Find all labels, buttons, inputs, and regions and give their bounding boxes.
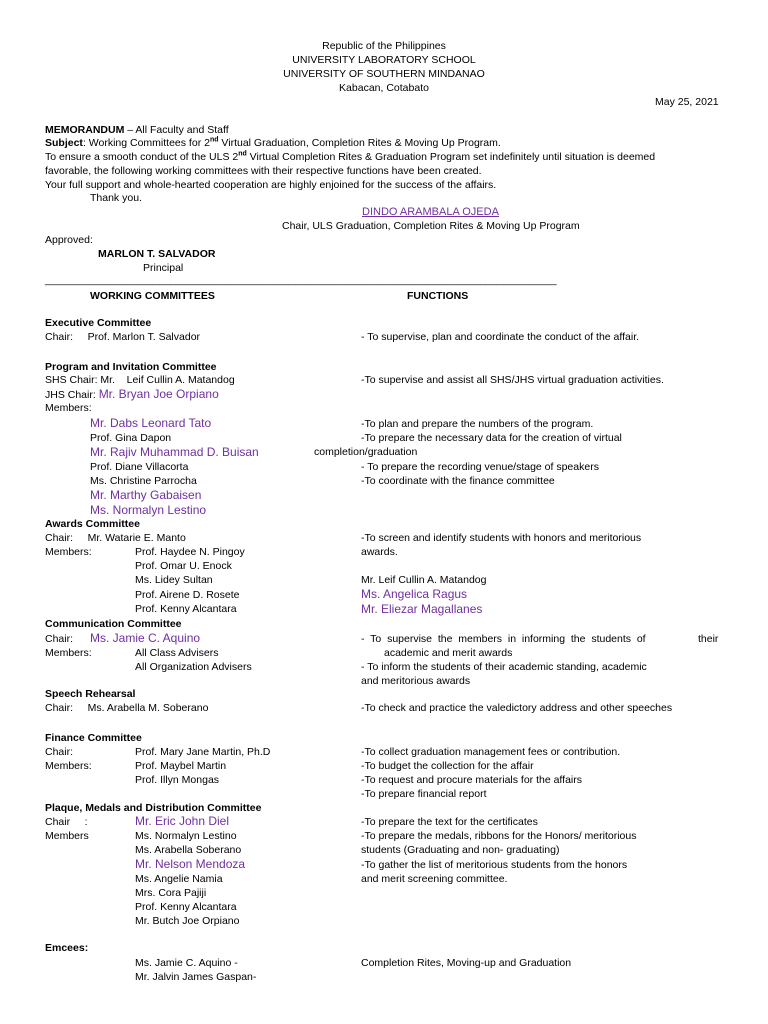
- prog-function-4: - To prepare the recording venue/stage of speakers: [361, 461, 599, 473]
- body1-text-a: To ensure a smooth conduct of the ULS 2: [45, 151, 239, 163]
- plaque-members-label: Members: [45, 830, 89, 842]
- exec-committee-title: Executive Committee: [45, 317, 152, 329]
- finance-member-2: Prof. Illyn Mongas: [135, 774, 220, 786]
- plaque-function-3: -To gather the list of meritorious students from the honors: [361, 859, 628, 871]
- awards-chair: Chair: Mr. Watarie E. Manto: [45, 532, 186, 544]
- subject-text-a: : Working Committees for 2: [82, 137, 210, 149]
- finance-function-1: -To collect graduation management fees or contribution.: [361, 746, 621, 758]
- finance-chair-label: Chair:: [45, 746, 74, 758]
- comm-function-1b: academic and merit awards: [384, 647, 513, 659]
- memo-recipients: – All Faculty and Staff: [124, 124, 229, 136]
- memo-thanks: Thank you.: [90, 192, 142, 204]
- jhs-chair-label: JHS Chair:: [45, 389, 99, 401]
- emcee-2: Mr. Jalvin James Gaspan-: [135, 971, 257, 983]
- plaque-committee-title: Plaque, Medals and Distribution Committee: [45, 802, 262, 814]
- plaque-member-7: Mr. Butch Joe Orpiano: [135, 915, 240, 927]
- exec-function-1: - To supervise, plan and coordinate the conduct of the affair.: [361, 331, 640, 343]
- finance-committee-title: Finance Committee: [45, 732, 142, 744]
- comm-function-1: - To supervise the members in informing the students of: [361, 633, 646, 645]
- prog-shs-chair: SHS Chair: Mr. Leif Cullin A. Matandog: [45, 374, 235, 386]
- approver-name: MARLON T. SALVADOR: [98, 248, 216, 260]
- approved-label: Approved:: [45, 234, 93, 246]
- plaque-function-3b: and merit screening committee.: [361, 873, 508, 885]
- plaque-function-2b: students (Graduating and non- graduating): [361, 844, 560, 856]
- signer-name: DINDO ARAMBALA OJEDA: [362, 206, 499, 218]
- awards-members-label: Members:: [45, 546, 92, 558]
- prog-member-7: Ms. Normalyn Lestino: [90, 503, 207, 517]
- comm-members-label: Members:: [45, 647, 92, 659]
- finance-member-1: Prof. Maybel Martin: [135, 760, 227, 772]
- exec-chair: Chair: Prof. Marlon T. Salvador: [45, 331, 201, 343]
- prog-member-4: Prof. Diane Villacorta: [90, 461, 189, 473]
- comm-chair-name: Ms. Jamie C. Aquino: [90, 631, 201, 645]
- awards-member-1: Prof. Haydee N. Pingoy: [135, 546, 245, 558]
- plaque-function-1: -To prepare the text for the certificates: [361, 816, 538, 828]
- memo-body-line-2: favorable, the following working committees with their respective functions have been created.: [45, 165, 482, 177]
- subject-text-b: Virtual Graduation, Completion Rites & Moving Up Program.: [218, 137, 501, 149]
- plaque-member-5: Mrs. Cora Pajiji: [135, 887, 207, 899]
- prog-function-3b: completion/graduation: [314, 446, 418, 458]
- awards-extra-member-1: Mr. Leif Cullin A. Matandog: [361, 574, 487, 586]
- prog-member-3: Mr. Rajiv Muhammad D. Buisan: [90, 445, 259, 459]
- comm-function-2: - To inform the students of their academic standing, academic: [361, 661, 647, 673]
- memo-subject-line: [45, 137, 501, 150]
- emcees-function-1: Completion Rites, Moving-up and Graduation: [361, 957, 572, 969]
- emcee-1: Ms. Jamie C. Aquino -: [135, 957, 238, 969]
- speech-chair: Chair: Ms. Arabella M. Soberano: [45, 702, 209, 714]
- awards-extra-member-3: Mr. Eliezar Magallanes: [361, 602, 483, 616]
- speech-title: Speech Rehearsal: [45, 688, 136, 700]
- prog-committee-title: Program and Invitation Committee: [45, 361, 217, 373]
- awards-extra-member-2: Ms. Angelica Ragus: [361, 587, 468, 601]
- prog-member-5: Ms. Christine Parrocha: [90, 475, 197, 487]
- col-header-committees: WORKING COMMITTEES: [90, 290, 215, 302]
- prog-member-1: Mr. Dabs Leonard Tato: [90, 416, 212, 430]
- awards-member-2: Prof. Omar U. Enock: [135, 560, 232, 572]
- plaque-member-3: Mr. Nelson Mendoza: [135, 857, 246, 871]
- prog-function-3: -To prepare the necessary data for the creation of virtual: [361, 432, 622, 444]
- finance-function-4: -To prepare financial report: [361, 788, 487, 800]
- comm-committee-title: Communication Committee: [45, 618, 182, 630]
- plaque-member-4: Ms. Angelie Namia: [135, 873, 223, 885]
- plaque-chair-name: Mr. Eric John Diel: [135, 814, 230, 828]
- finance-chair-name: Prof. Mary Jane Martin, Ph.D: [135, 746, 271, 758]
- header-university: UNIVERSITY OF SOUTHERN MINDANAO: [283, 68, 485, 80]
- body1-text-b: Virtual Completion Rites & Graduation Program set indefinitely until situation is deemed: [246, 151, 656, 163]
- header-location: Kabacan, Cotabato: [339, 82, 429, 94]
- prog-jhs-chair: [45, 388, 219, 402]
- awards-function-1: -To screen and identify students with honors and meritorious: [361, 532, 642, 544]
- divider-line: ______________________________________________________________________________________________: [45, 275, 557, 286]
- awards-member-4: Prof. Airene D. Rosete: [135, 589, 240, 601]
- plaque-member-2: Ms. Arabella Soberano: [135, 844, 242, 856]
- col-header-functions: FUNCTIONS: [407, 290, 469, 302]
- subject-label: Subject: [45, 137, 83, 149]
- prog-member-6: Mr. Marthy Gabaisen: [90, 488, 202, 502]
- comm-function-1-end: their: [698, 633, 719, 645]
- comm-function-2b: and meritorious awards: [361, 675, 471, 687]
- memo-to-line: [45, 124, 229, 137]
- awards-member-5: Prof. Kenny Alcantara: [135, 603, 237, 615]
- memorandum-label: MEMORANDUM: [45, 124, 125, 136]
- plaque-member-1: Ms. Normalyn Lestino: [135, 830, 237, 842]
- speech-function-1: -To check and practice the valedictory address and other speeches: [361, 702, 673, 714]
- body1-sup: nd: [238, 150, 247, 158]
- header-country: Republic of the Philippines: [322, 40, 446, 52]
- header-school: UNIVERSITY LABORATORY SCHOOL: [292, 54, 476, 66]
- prog-function-2: -To plan and prepare the numbers of the program.: [361, 418, 594, 430]
- awards-function-1b: awards.: [361, 546, 398, 558]
- plaque-function-2: -To prepare the medals, ribbons for the Honors/ meritorious: [361, 830, 637, 842]
- prog-members-label: Members:: [45, 402, 92, 414]
- emcees-title: Emcees:: [45, 942, 89, 954]
- awards-member-3: Ms. Lidey Sultan: [135, 574, 213, 586]
- signer-title: Chair, ULS Graduation, Completion Rites & Moving Up Program: [282, 220, 580, 232]
- comm-member-1: All Class Advisers: [135, 647, 219, 659]
- prog-member-2: Prof. Gina Dapon: [90, 432, 172, 444]
- memo-date: May 25, 2021: [655, 96, 719, 108]
- awards-committee-title: Awards Committee: [45, 518, 140, 530]
- approver-title: Principal: [143, 262, 184, 274]
- finance-members-label: Members:: [45, 760, 92, 772]
- plaque-member-6: Prof. Kenny Alcantara: [135, 901, 237, 913]
- memo-body-line-1: [45, 151, 655, 164]
- subject-sup: nd: [209, 136, 219, 144]
- plaque-chair-label: Chair :: [45, 816, 88, 828]
- finance-function-3: -To request and procure materials for the affairs: [361, 774, 582, 786]
- prog-function-1: -To supervise and assist all SHS/JHS virtual graduation activities.: [361, 374, 664, 386]
- comm-chair-label: Chair:: [45, 633, 74, 645]
- jhs-chair-name: Mr. Bryan Joe Orpiano: [98, 387, 219, 401]
- memo-body-line-3: Your full support and whole-hearted cooperation are highly enjoined for the success of the affairs.: [45, 179, 497, 191]
- prog-function-5: -To coordinate with the finance committee: [361, 475, 555, 487]
- finance-function-2: -To budget the collection for the affair: [361, 760, 534, 772]
- comm-member-2: All Organization Advisers: [135, 661, 252, 673]
